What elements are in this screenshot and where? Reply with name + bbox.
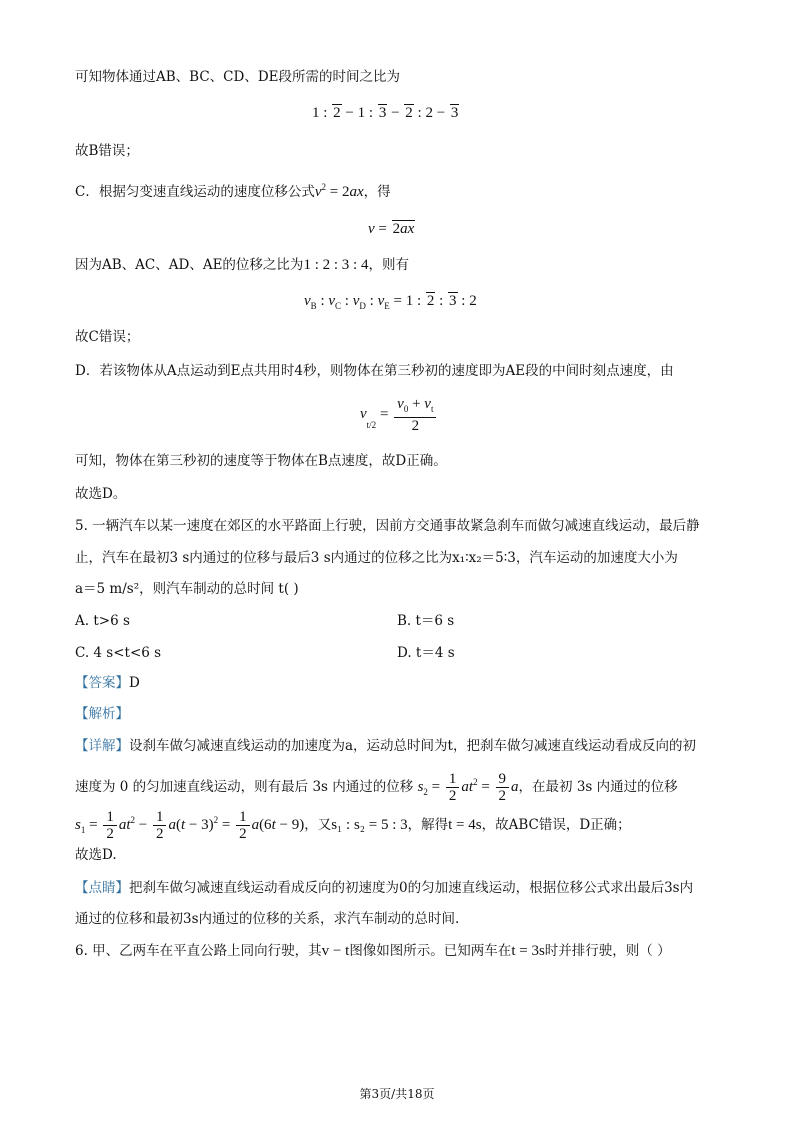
question-5-text: 5. 一辆汽车以某一速度在郊区的水平路面上行驶，因前方交通事故紧急刹车而做匀减速直线运动，最后静 (75, 518, 700, 534)
option-d: D. t＝4 s (397, 645, 455, 661)
question-6-text (75, 942, 671, 960)
answer-line (75, 674, 140, 692)
fraction-denominator: 2 (411, 418, 420, 434)
inline-formula: t = 4s (448, 817, 482, 833)
paragraph: 可知，物体在第三秒初的速度等于物体在B点速度，故D正确。 (75, 453, 447, 469)
point-text: 把刹车做匀减速直线运动看成反向的初速度为0的匀加速直线运动，根据位移公式求出最后3s内 (129, 880, 694, 896)
point-line: 通过的位移和最初3s内通过的位移的关系，求汽车制动的总时间. (75, 911, 460, 927)
paragraph-text: ，则有 (368, 257, 409, 273)
detail-text: ，在最初 3s 内通过的位移 (518, 779, 678, 795)
equation-velocity-ratio: $v_B$ : $v_C$ : $v_D$ : $v_E = 1$ : 2 : 3 : 2 (304, 293, 477, 311)
inline-formula: s₁ : s₂ = 5 : 3 (331, 817, 408, 833)
question-5-text: a＝5 m/s²，则汽车制动的总时间 t( ) (75, 581, 299, 597)
detail-line (75, 737, 696, 755)
paragraph: D．若该物体从A点运动到E点共用时4秒，则物体在第三秒初的速度即为AE段的中间时刻点速度，由 (75, 363, 674, 379)
answer-value: D (129, 675, 140, 691)
inline-formula-s1: $s_1$ = $\frac{1}{2}$ $at^2$ − $\frac{1}{2}$ $a(t - 3)^2$ = $\frac{1}{2}$ a(6t − 9) (75, 809, 305, 843)
paragraph-text: 因为AB、AC、AD、AE的位移之比为 (75, 257, 304, 273)
detail-text: ，解得 (407, 817, 449, 833)
paragraph-text: C．根据匀变速直线运动的速度位移公式 (75, 184, 315, 200)
page-footer: 第3页/共18页 (359, 1087, 435, 1101)
paragraph: 故B错误； (75, 143, 139, 159)
paragraph: 可知物体通过AB、BC、CD、DE段所需的时间之比为 (75, 69, 401, 85)
equation-velocity: v = 2ax (368, 221, 415, 237)
question-text: 图像如图所示。已知两车在 (349, 943, 512, 959)
analysis-tag: 【解析】 (75, 706, 129, 722)
fraction (394, 396, 436, 434)
question-5-text: 止，汽车在最初3 s内通过的位移与最后3 s内通过的位移之比为x₁∶x₂＝5∶3，汽车运动的加速度大小为 (75, 550, 678, 566)
paragraph (75, 178, 391, 201)
detail-text: ，又 (304, 817, 332, 833)
paragraph: 故选D。 (75, 486, 127, 502)
eq-lhs: $v_{t/2}$ (360, 406, 377, 431)
detail-line (75, 802, 631, 848)
detail-text: 速度为 0 的匀加速直线运动，则有最后 3s 内通过的位移 (75, 779, 414, 795)
equation-time-ratio: 1 : 2 − 1 : 3 − 2 : 2 − 3 (312, 105, 459, 121)
option-c: C. 4 s<t<6 s (75, 645, 162, 661)
inline-formula: t = 3s (511, 943, 545, 959)
option-a: A. t>6 s (75, 613, 130, 629)
paragraph: 故选D. (75, 847, 117, 863)
option-b: B. t＝6 s (397, 613, 455, 629)
inline-formula: v − t (321, 943, 350, 959)
answer-tag: 【答案】 (75, 675, 129, 691)
equation-mid-time-velocity: $v_{t/2}$ = $\frac{v_0 + v_t}{2}$ (360, 396, 438, 434)
detail-tag: 【详解】 (75, 738, 129, 754)
detail-text: 设刹车做匀减速直线运动的加速度为a，运动总时间为t，把刹车做匀减速直线运动看成反向的初 (129, 738, 696, 754)
point-tag: 【点睛】 (75, 880, 129, 896)
question-text: 6. 甲、乙两车在平直公路上同向行驶，其 (75, 943, 322, 959)
inline-formula-s2: $s_2$ = $\frac{1}{2}$ $at^2$ = $\frac{9}{2}$ a (417, 771, 519, 805)
paragraph-text: ，得 (363, 184, 391, 200)
inline-formula: 1 : 2 : 3 : 4 (303, 257, 369, 273)
fraction-numerator: $v_0 + v_t$ (394, 396, 436, 418)
paragraph (75, 256, 409, 274)
point-line (75, 879, 693, 897)
question-text: 时并排行驶，则（ ） (544, 943, 671, 959)
paragraph: 故C错误； (75, 329, 140, 345)
detail-text: ，故ABC错误，D正确； (481, 817, 631, 833)
inline-formula: $v^2 = 2ax$ (314, 182, 364, 200)
